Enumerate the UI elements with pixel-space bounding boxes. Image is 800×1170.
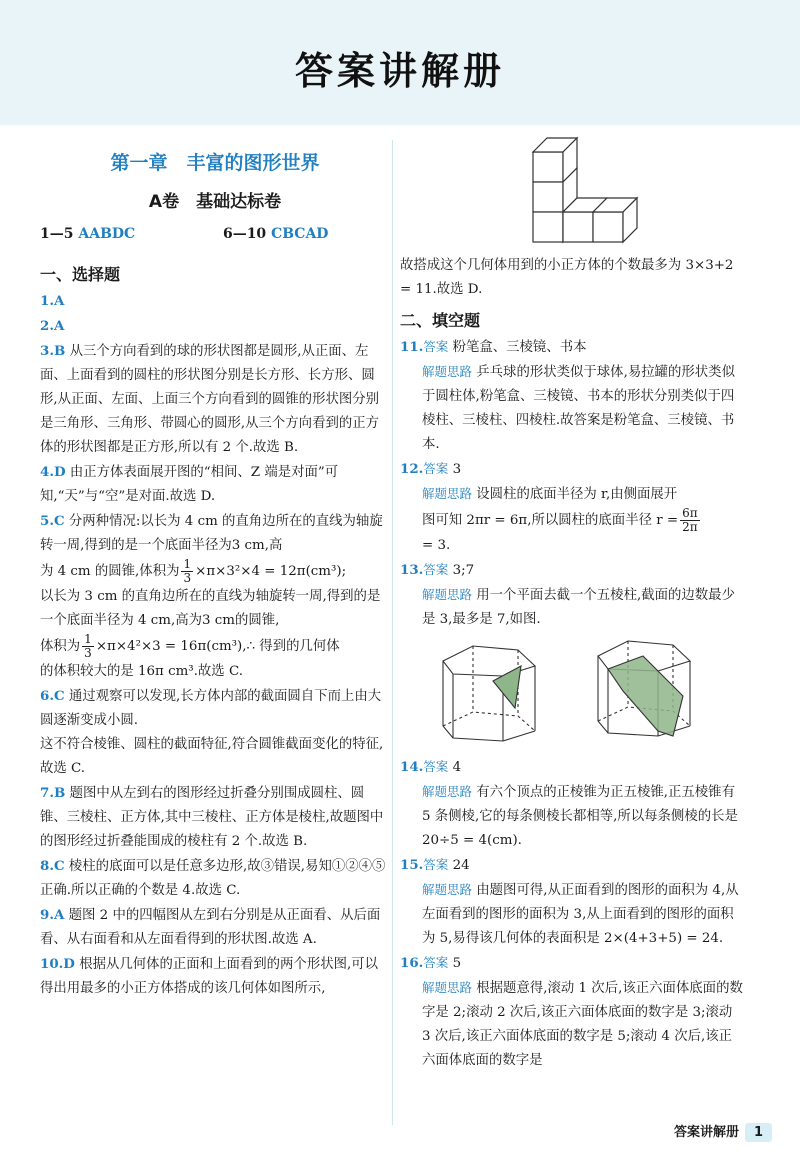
- thinking-tag: 解题思路: [422, 486, 473, 501]
- q15-think-text: 由题图可得,从正面看到的图形的面积为 4,从左面看到的图形的面积为 3,从上面看到的图形的面积为 5,易得该几何体的表面积是 2×(4+3+5) = 24.: [422, 883, 739, 946]
- q5-line1: 分两种情况:以长为 4 cm 的直角边所在的直线为轴旋转一周,得到的是一个底面半径为3 cm,高: [40, 514, 383, 553]
- quick-range-1: 1—5: [40, 226, 74, 242]
- column-divider: [392, 140, 393, 1125]
- q2: [40, 314, 390, 339]
- q14: [400, 755, 745, 780]
- page-title: 答案讲解册: [294, 49, 505, 93]
- q5-line2a: 为 4 cm 的圆锥,体积为: [40, 564, 180, 579]
- q7-num: 7.B: [40, 785, 66, 801]
- q12-answer: 3: [452, 462, 462, 477]
- q16-think: [400, 976, 745, 1073]
- q1: [40, 289, 390, 314]
- q16: [400, 951, 745, 976]
- q4-text: 由正方体表面展开图的“相间、Z 端是对面”可知,“天”与“空”是对面.故选 D.: [40, 465, 339, 504]
- q16-num: 16.: [400, 955, 424, 971]
- q9: [40, 903, 390, 952]
- q15-think: [400, 878, 745, 951]
- q9-num: 9.A: [40, 907, 65, 923]
- q11-answer: 粉笔盒、三棱镜、书本: [452, 340, 587, 355]
- q10-num: 10.D: [40, 956, 75, 972]
- q10-text: 根据从几何体的正面和上面看到的两个形状图,可以得出用最多的小正方体搭成的该几何体如图所示,: [40, 957, 379, 996]
- volume-title: A卷 基础达标卷: [148, 192, 282, 212]
- thinking-tag: 解题思路: [422, 784, 473, 799]
- q4: [40, 460, 390, 509]
- q5-line4a: 体积为: [40, 639, 81, 654]
- q15: [400, 853, 745, 878]
- q12-num: 12.: [400, 461, 424, 477]
- prism-2: [598, 641, 690, 736]
- q3-text: 从三个方向看到的球的形状图都是圆形,从正面、左面、上面看到的圆柱的形状图分别是长方形、长方形、圆形,从正面、左面、上面三个方向看到的圆锥的形状图分别是三角形、三角形、带圆心的圆形,从三个方向看到的正方体的形状图都是正方形,所以有 2 个.故选 B.: [40, 344, 380, 455]
- section-fill: 二、填空题: [400, 311, 481, 330]
- q6-text2: 这不符合棱锥、圆柱的截面特征,符合圆锥截面变化的特征,故选 C.: [40, 737, 384, 776]
- q5-line5: 的体积较大的是 16π cm³.故选 C.: [40, 664, 243, 679]
- q1-num: 1.A: [40, 293, 65, 309]
- q5-fraction-2: $\frac{1}{3}$: [84, 632, 92, 660]
- page-footer: [674, 1121, 772, 1142]
- answer-tag: 答案: [423, 759, 449, 774]
- q11-think-text: 乒乓球的形状类似于球体,易拉罐的形状类似于圆柱体,粉笔盒、三棱镜、书本的形状分别类似于四棱柱、三棱柱、四棱柱.故答案是粉笔盒、三棱镜、书本.: [422, 365, 735, 452]
- q12: [400, 457, 745, 482]
- quick-answers-2: CBCAD: [271, 226, 329, 242]
- thinking-tag: 解题思路: [422, 980, 473, 995]
- q6-num: 6.C: [40, 688, 65, 704]
- q10-continued: 故搭成这个几何体用到的小正方体的个数最多为 3×3+2 = 11.故选 D.: [400, 258, 734, 297]
- q8-text: 棱柱的底面可以是任意多边形,故③错误,易知①②④⑤正确.所以正确的个数是 4.故选 C.: [40, 859, 386, 898]
- answer-tag: 答案: [423, 562, 449, 577]
- answer-tag: 答案: [423, 339, 449, 354]
- q8-num: 8.C: [40, 858, 65, 874]
- q13-think: [400, 583, 745, 632]
- q12-fraction: $\frac{6\pi}{2\pi}$: [682, 506, 698, 534]
- q6-text: 通过观察可以发现,长方体内部的截面圆自下而上由大圆逐渐变成小圆.: [40, 689, 382, 728]
- left-column: [40, 140, 390, 1001]
- q14-think: [400, 780, 745, 853]
- q9-text: 题图 2 中的四幅图从左到右分别是从正面看、从后面看、从右面看和从左面看得到的形状图.故选 A.: [40, 908, 381, 947]
- q14-answer: 4: [452, 760, 462, 775]
- q8: [40, 854, 390, 903]
- quick-answers: [40, 226, 390, 242]
- q5-fraction-1: $\frac{1}{3}$: [183, 557, 192, 585]
- chapter-title: 第一章 丰富的图形世界: [110, 152, 320, 174]
- q12-think-1: 设圆柱的底面半径为 r,由侧面展开: [476, 487, 678, 502]
- q5-line3: 以长为 3 cm 的直角边所在的直线为轴旋转一周,得到的是一个底面半径为 4 cm,高为3 cm的圆锥,: [40, 589, 381, 628]
- q7-text: 题图中从左到右的图形经过折叠分别围成圆柱、圆锥、三棱柱、正方体,其中三棱柱、正方体是棱柱,故题图中的图形经过折叠能围成的棱柱有 2 个.故选 B.: [40, 786, 384, 849]
- answer-tag: 答案: [423, 857, 449, 872]
- q7: [40, 781, 390, 854]
- q13-answer: 3;7: [452, 563, 475, 578]
- pentagonal-prism-figures: [423, 636, 723, 751]
- q5-line4b: ×π×4²×3 = 16π(cm³),∴ 得到的几何体: [95, 639, 340, 654]
- page-number: 1: [745, 1123, 772, 1142]
- q12-think-3: = 3.: [422, 538, 451, 553]
- q16-think-text: 根据题意得,滚动 1 次后,该正六面体底面的数字是 2;滚动 2 次后,该正六面体底面的数字是 3;滚动 3 次后,该正六面体底面的数字是 5;滚动 4 次后,该正六面体底面的数字是: [422, 981, 743, 1068]
- answer-tag: 答案: [423, 955, 449, 970]
- quick-range-2: 6—10: [222, 226, 267, 242]
- q13-num: 13.: [400, 562, 424, 578]
- q5-num: 5.C: [40, 513, 65, 529]
- q14-think-text: 有六个顶点的正棱锥为正五棱锥,正五棱锥有 5 条侧棱,它的每条侧棱长都相等,所以每条侧棱的长是 20÷5 = 4(cm).: [422, 785, 738, 848]
- q16-answer: 5: [452, 956, 462, 971]
- q15-num: 15.: [400, 857, 424, 873]
- q5: [40, 509, 390, 684]
- cube-stack-figure: [503, 130, 643, 250]
- q2-num: 2.A: [40, 318, 65, 334]
- q15-answer: 24: [452, 858, 470, 873]
- q3-num: 3.B: [40, 343, 66, 359]
- section-choice: 一、选择题: [40, 265, 121, 284]
- q4-num: 4.D: [40, 464, 66, 480]
- q11-num: 11.: [400, 339, 424, 355]
- q10: [40, 952, 390, 1001]
- thinking-tag: 解题思路: [422, 882, 473, 897]
- q11-think: [400, 360, 745, 457]
- footer-label: 答案讲解册: [673, 1125, 739, 1140]
- thinking-tag: 解题思路: [422, 364, 473, 379]
- right-column: [400, 126, 745, 1073]
- q3: [40, 339, 390, 460]
- q6: [40, 684, 390, 781]
- q13-think-text: 用一个平面去截一个五棱柱,截面的边数最少是 3,最多是 7,如图.: [422, 588, 735, 627]
- q14-num: 14.: [400, 759, 424, 775]
- quick-answers-1: AABDC: [78, 226, 136, 242]
- answer-tag: 答案: [423, 461, 449, 476]
- thinking-tag: 解题思路: [422, 587, 473, 602]
- q12-think-2: 图可知 2πr = 6π,所以圆柱的底面半径 r =: [422, 513, 679, 528]
- q5-line2b: ×π×3²×4 = 12π(cm³);: [195, 564, 347, 579]
- prism-1: [443, 646, 535, 741]
- q12-think: [400, 482, 745, 558]
- q11: [400, 335, 745, 360]
- q13: [400, 558, 745, 583]
